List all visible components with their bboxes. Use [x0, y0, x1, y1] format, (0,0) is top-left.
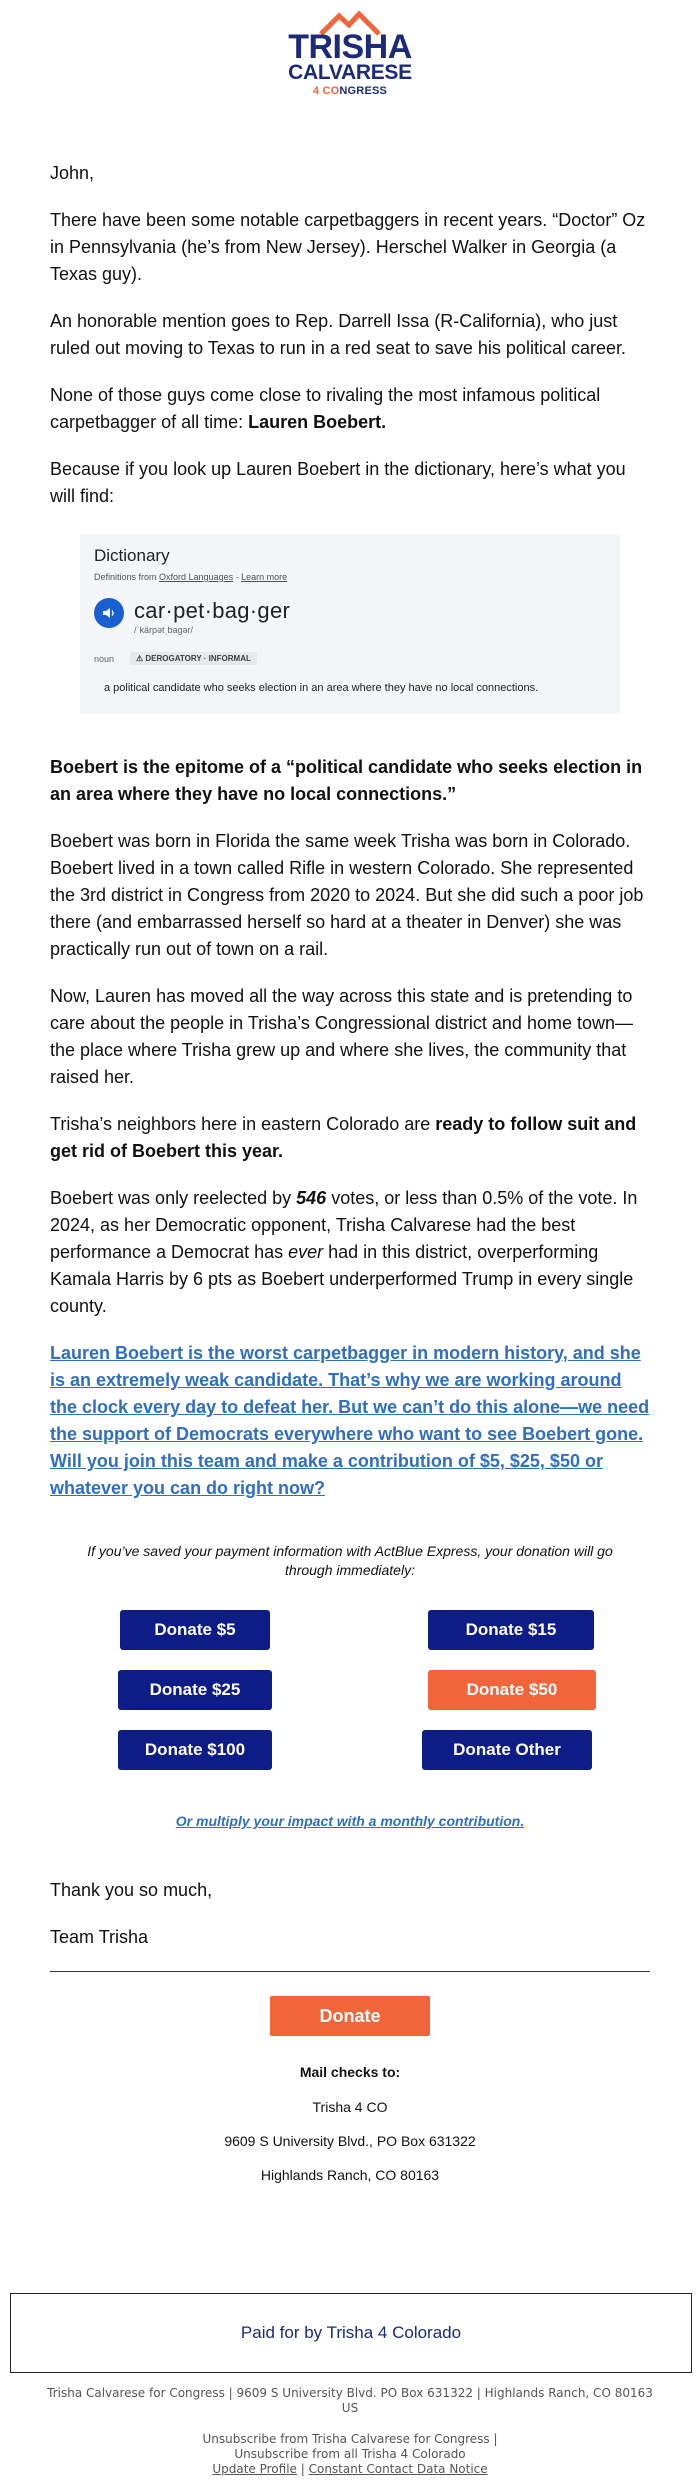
- actblue-note: If you’ve saved your payment information with ActBlue Express, your donation will go through immediately:: [87, 1543, 613, 1578]
- paragraph-8-text: Trisha’s neighbors here in eastern Colorado are: [50, 1114, 436, 1134]
- paragraph-3: [50, 382, 650, 436]
- logo-tagline-suffix: NGRESS: [339, 85, 388, 97]
- paragraph-2: An honorable mention goes to Rep. Darrell Issa (R-California), who just ruled out moving to Texas to run in a red seat to save his political career.: [50, 311, 626, 358]
- paid-for-disclaimer: Paid for by Trisha 4 Colorado: [10, 2293, 692, 2373]
- paragraph-3-text: None of those guys come close to rivaling the most infamous political carpetbagger of all time:: [50, 385, 601, 432]
- donate-other-button[interactable]: Donate Other: [422, 1730, 592, 1770]
- paragraph-6: Boebert was born in Florida the same week Trisha was born in Colorado. Boebert lived in a town called Rifle in western Colorado. She represented the 3rd district in Congress from 2020 to 2024. But she did such a poor job there (and embarrassed herself so hard at a theater in Denver) she was practically run out of town on a rail.: [50, 831, 644, 959]
- paragraph-3-bold: Lauren Boebert.: [248, 412, 387, 432]
- paragraph-7: Now, Lauren has moved all the way across this state and is pretending to care about the people in Trisha’s Congressional district and home town—the place where Trisha grew up and where she lives, the community that raised her.: [50, 986, 633, 1087]
- donate-5-button[interactable]: Donate $5: [120, 1610, 270, 1650]
- mail-line-3: Highlands Ranch, CO 80163: [260, 2167, 440, 2183]
- greeting: John,: [50, 163, 95, 183]
- footer-links: [40, 2432, 660, 2477]
- appeal-link[interactable]: Lauren Boebert is the worst carpetbagger in modern history, and she is an extremely weak candidate. That’s why we are working around the clock every day to defeat her. But we can’t do this alone—we need the support of Democrats everywhere who want to see Boebert gone. Will you join this team and make a contribution of $5, $25, $50 or whatever you can do right now?: [50, 1343, 650, 1498]
- closing-thanks: Thank you so much,: [50, 1880, 213, 1900]
- footer-divider: |: [296, 2462, 309, 2476]
- mail-heading: Mail checks to:: [299, 2064, 401, 2080]
- speaker-icon: [94, 598, 124, 628]
- campaign-logo: [0, 8, 700, 98]
- paragraph-9-a: Boebert was only reelected by: [50, 1188, 297, 1208]
- data-notice-link[interactable]: Constant Contact Data Notice: [308, 2462, 488, 2476]
- mail-line-2: 9609 S University Blvd., PO Box 631322: [224, 2133, 476, 2149]
- donate-button[interactable]: Donate: [270, 1996, 430, 2036]
- paragraph-8: [50, 1111, 650, 1165]
- footer-address: Trisha Calvarese for Congress | 9609 S University Blvd. PO Box 631322 | Highlands Ranch, CO 80163 US: [47, 2386, 653, 2415]
- mail-checks-block: [50, 2064, 650, 2183]
- emphasis-ever: ever: [288, 1242, 324, 1262]
- dictionary-source-separator: ·: [233, 572, 242, 582]
- logo-tagline-prefix: 4 CO: [312, 85, 340, 97]
- paragraph-1: There have been some notable carpetbaggers in recent years. “Doctor” Oz in Pennsylvania (he’s from New Jersey). Herschel Walker in Georgia (a Texas guy).: [50, 210, 646, 284]
- logo-name-first: TRISHA: [288, 28, 412, 66]
- logo-tagline: [0, 84, 700, 98]
- dictionary-part-of-speech: noun: [94, 654, 115, 664]
- divider: [50, 1971, 650, 1972]
- unsubscribe-all-link[interactable]: Unsubscribe from all Trisha 4 Colorado: [234, 2447, 466, 2461]
- dictionary-definition: a political candidate who seeks election in an area where they have no local connections.: [104, 682, 539, 694]
- paragraph-9-c: had in this district, overperforming Kamala Harris by 6 pts as Boebert underperformed Trump in every single county.: [50, 1242, 634, 1316]
- paragraph-9: [50, 1185, 650, 1320]
- dictionary-learn-more: Learn more: [241, 572, 288, 582]
- dictionary-source-link: Oxford Languages: [159, 572, 234, 582]
- dictionary-title: Dictionary: [94, 546, 170, 565]
- vote-count: 546: [296, 1188, 327, 1208]
- monthly-contribution-link[interactable]: Or multiply your impact with a monthly contribution.: [175, 1813, 525, 1829]
- donate-button-grid: [50, 1610, 650, 1800]
- dictionary-source-prefix: Definitions from: [94, 572, 160, 582]
- paragraph-8-bold: ready to follow suit and get rid of Boebert this year.: [50, 1114, 637, 1161]
- email-body: [50, 160, 650, 2201]
- footer-profile-row: [40, 2462, 660, 2477]
- dictionary-source: [94, 572, 287, 582]
- dictionary-tag: ⚠ DEROGATORY · INFORMAL: [130, 652, 257, 665]
- paragraph-9-b: votes, or less than 0.5% of the vote. In 2024, as her Democratic opponent, Trisha Calvarese had the best performance a Democrat has: [50, 1188, 638, 1262]
- logo-name-last: CALVARESE: [288, 61, 412, 84]
- unsubscribe-link[interactable]: Unsubscribe from Trisha Calvarese for Congress |: [202, 2432, 498, 2446]
- closing: [50, 1877, 650, 1951]
- mail-line-1: Trisha 4 CO: [312, 2099, 388, 2115]
- dictionary-word: car·pet·bag·ger: [134, 598, 291, 623]
- donate-50-button[interactable]: Donate $50: [428, 1670, 596, 1710]
- paragraph-4: Because if you look up Lauren Boebert in the dictionary, here’s what you will find:: [50, 459, 626, 506]
- donate-15-button[interactable]: Donate $15: [428, 1610, 594, 1650]
- closing-signature: Team Trisha: [50, 1927, 149, 1947]
- dictionary-image: [80, 534, 620, 714]
- donate-100-button[interactable]: Donate $100: [118, 1730, 272, 1770]
- donate-25-button[interactable]: Donate $25: [118, 1670, 272, 1710]
- paragraph-5-bold: Boebert is the epitome of a “political candidate who seeks election in an area where they have no local connections.”: [50, 757, 643, 804]
- dictionary-pronunciation: /ˈkärpətˌbaɡər/: [134, 625, 194, 635]
- update-profile-link[interactable]: Update Profile: [212, 2462, 297, 2476]
